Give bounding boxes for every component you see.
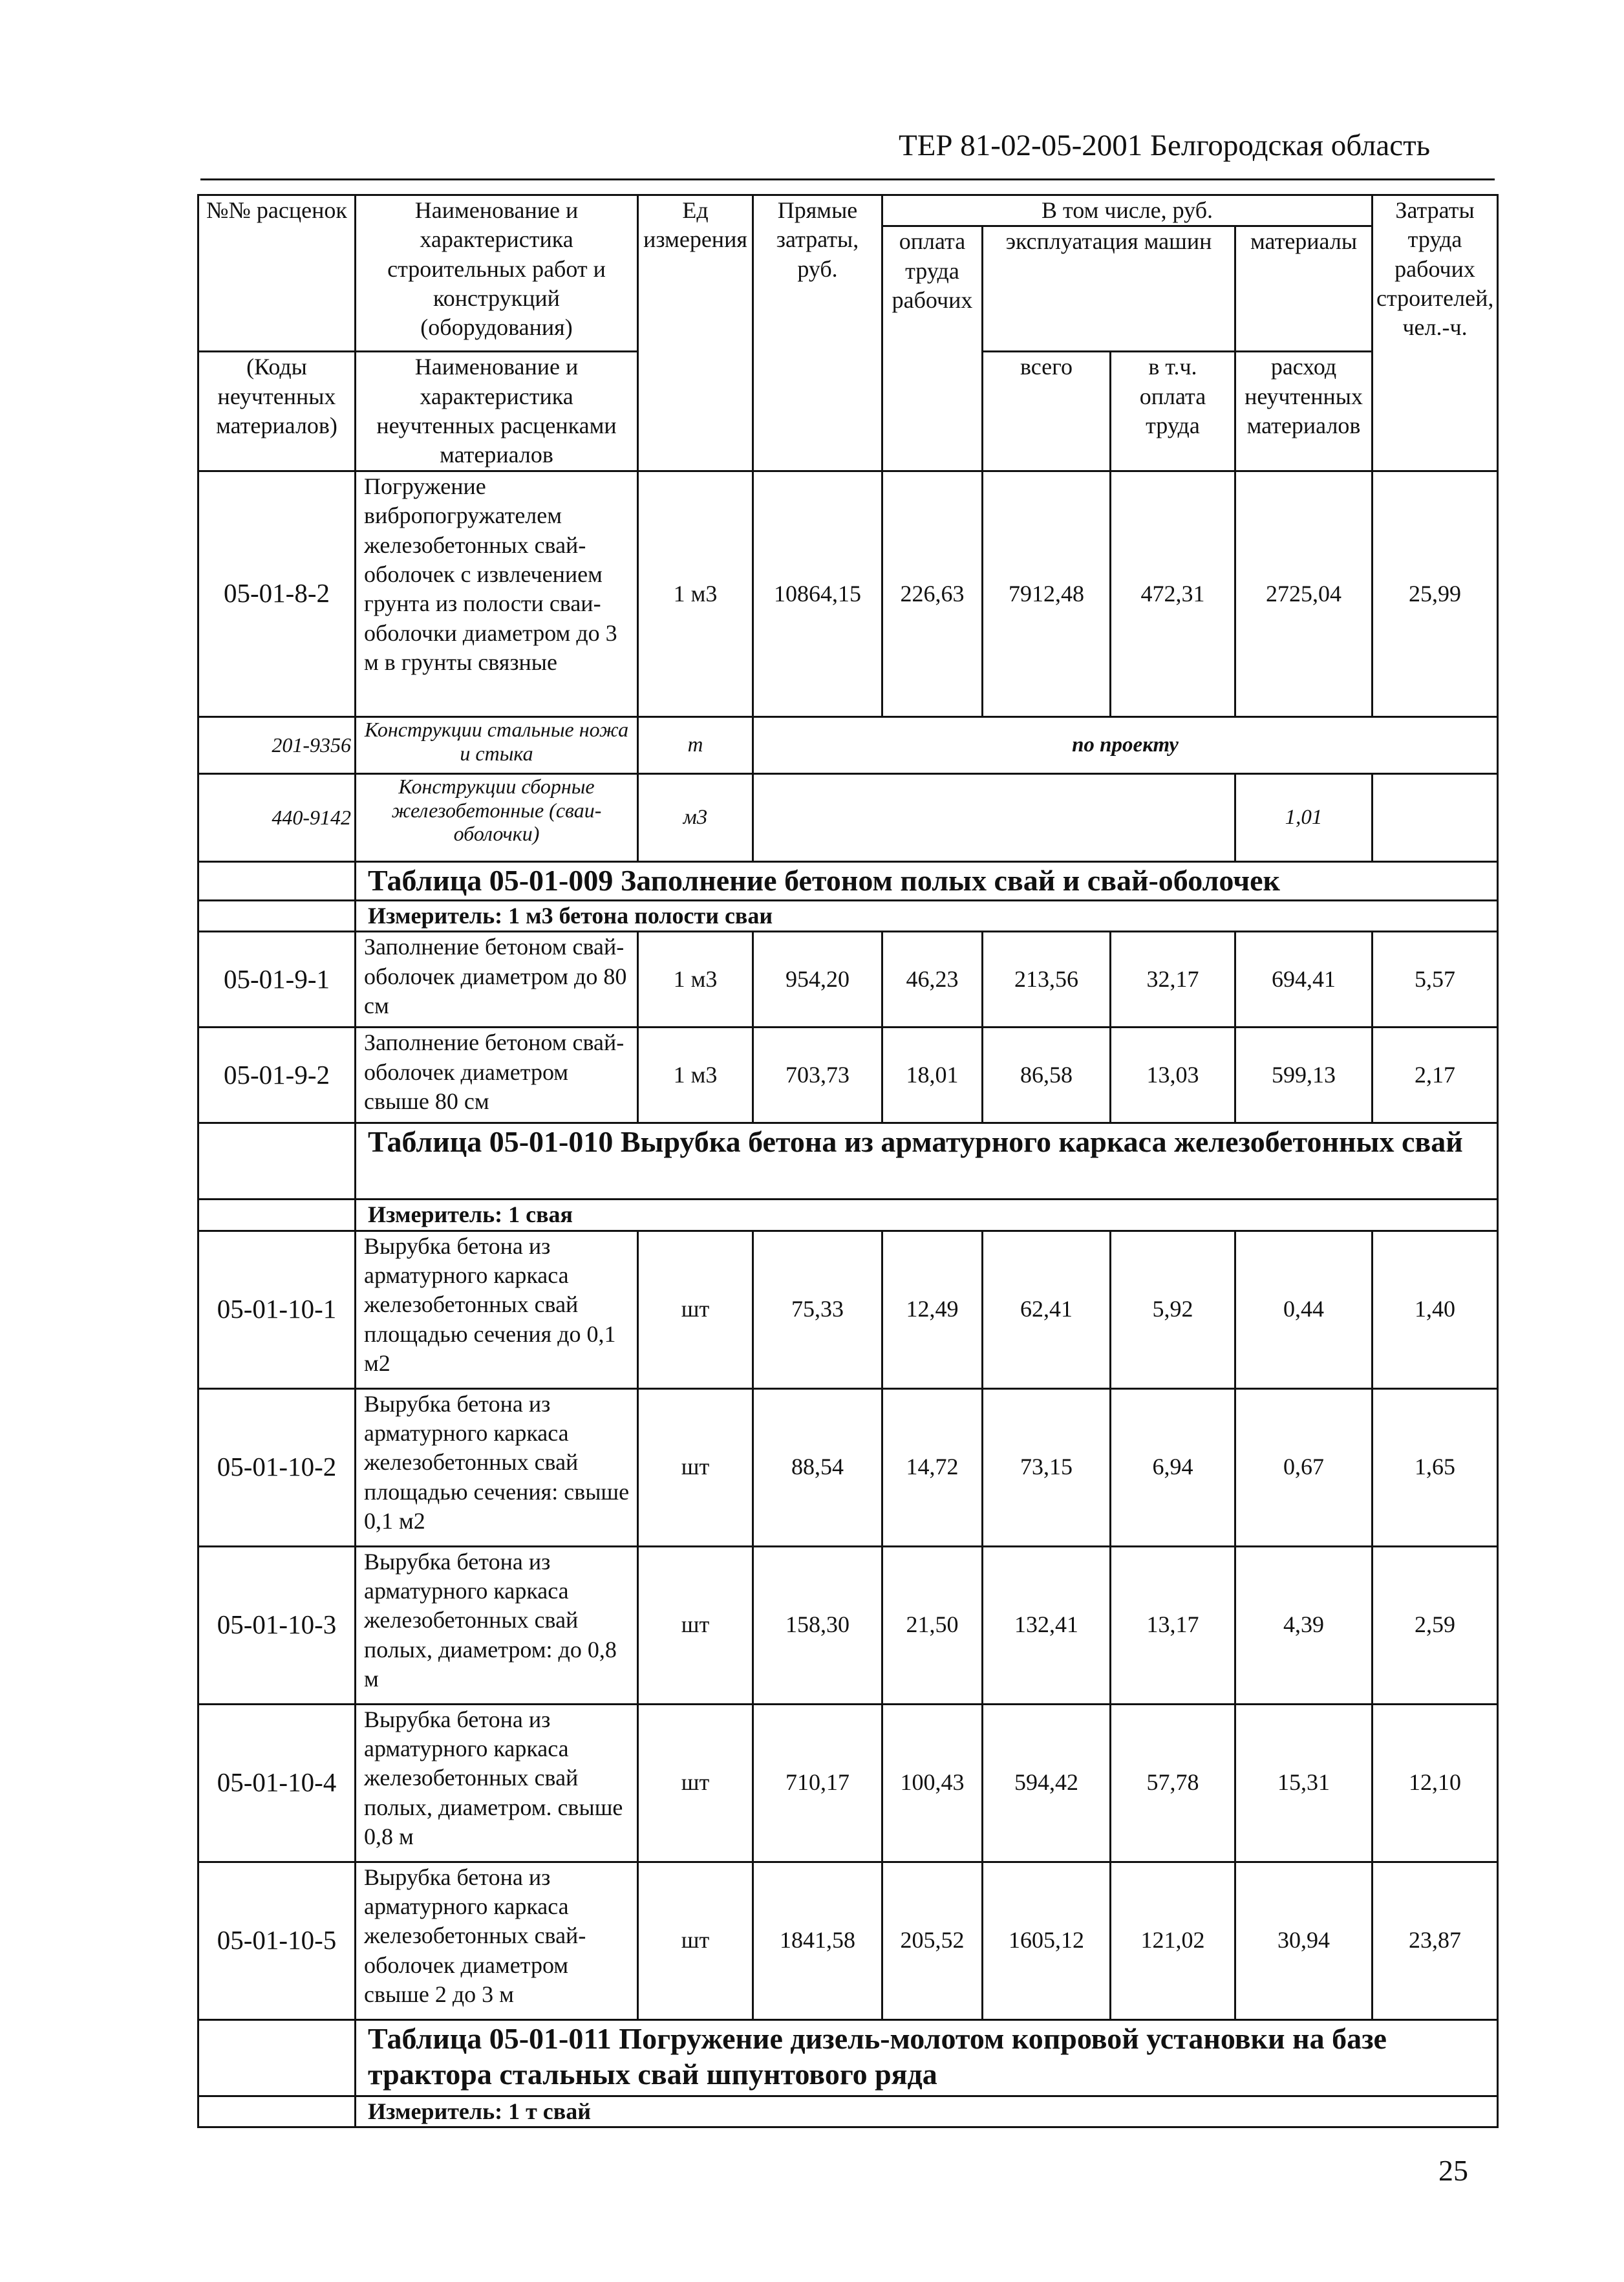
rate-labor: 1,65	[1373, 1388, 1498, 1546]
rate-machines: 213,56	[983, 932, 1111, 1028]
section-title-row	[198, 861, 1498, 900]
rates-table	[197, 194, 1499, 2128]
table-row	[198, 1388, 1498, 1546]
rate-unit: шт	[638, 1231, 753, 1388]
empty-cell	[198, 861, 356, 900]
rate-code: 05-01-9-2	[198, 1028, 356, 1123]
meter-row	[198, 900, 1498, 931]
rate-materials: 2725,04	[1235, 471, 1373, 716]
material-value: 1,01	[1235, 773, 1373, 861]
meter-row	[198, 1200, 1498, 1231]
material-unit: т	[638, 716, 753, 773]
rate-code: 05-01-10-5	[198, 1862, 356, 2019]
rate-machine-wages: 121,02	[1111, 1862, 1235, 2019]
col-header-name2: Наименование и характеристика неучтенных расценками материалов	[356, 352, 638, 471]
meter-label: Измеритель: 1 т свай	[356, 2096, 1498, 2127]
rate-machines: 1605,12	[983, 1862, 1111, 2019]
rate-direct: 75,33	[753, 1231, 882, 1388]
table-row	[198, 1546, 1498, 1704]
rate-code: 05-01-10-3	[198, 1546, 356, 1704]
col-header-incl: В том числе, руб.	[882, 195, 1373, 226]
rate-direct: 1841,58	[753, 1862, 882, 2019]
rate-materials: 0,44	[1235, 1231, 1373, 1388]
rate-name: Вырубка бетона из арматурного каркаса железобетонных свай полых, диаметром: до 0,8 м	[356, 1546, 638, 1704]
material-row	[198, 716, 1498, 773]
rate-unit: 1 м3	[638, 1028, 753, 1123]
col-header-labor: Затраты труда рабочих строителей, чел.-ч.	[1373, 195, 1498, 471]
rate-direct: 710,17	[753, 1704, 882, 1862]
rate-wages: 12,49	[882, 1231, 983, 1388]
rate-machine-wages: 472,31	[1111, 471, 1235, 716]
material-code: 440-9142	[198, 773, 356, 861]
page-number: 25	[1438, 2154, 1468, 2187]
rate-machine-wages: 6,94	[1111, 1388, 1235, 1546]
rate-name: Вырубка бетона из арматурного каркаса железобетонных свай площадью сечения до 0,1 м2	[356, 1231, 638, 1388]
rate-labor: 2,17	[1373, 1028, 1498, 1123]
rate-wages: 205,52	[882, 1862, 983, 2019]
empty-cell	[198, 900, 356, 931]
rate-code: 05-01-10-2	[198, 1388, 356, 1546]
rate-machines: 86,58	[983, 1028, 1111, 1123]
rate-code: 05-01-9-1	[198, 932, 356, 1028]
table-row	[198, 471, 1498, 716]
table-title: Таблица 05-01-010 Вырубка бетона из арматурного каркаса железобетонных свай	[356, 1123, 1498, 1200]
header-rule	[200, 178, 1495, 180]
rate-unit: 1 м3	[638, 471, 753, 716]
col-header-unaccounted: расход неучтенных материалов	[1235, 352, 1373, 471]
rate-name: Заполнение бетоном свай-оболочек диаметром до 80 см	[356, 932, 638, 1028]
rate-machine-wages: 13,17	[1111, 1546, 1235, 1704]
rate-name: Вырубка бетона из арматурного каркаса железобетонных свай площадью сечения: свыше 0,1 м2	[356, 1388, 638, 1546]
rate-materials: 694,41	[1235, 932, 1373, 1028]
empty-cell	[198, 2019, 356, 2096]
material-name: Конструкции стальные ножа и стыка	[356, 716, 638, 773]
rate-name: Погружение вибропогружателем железобетонных свай-оболочек с извлечением грунта из полости сваи-оболочки диаметром до 3 м в грунты связные	[356, 471, 638, 716]
empty-cell	[198, 2096, 356, 2127]
rate-unit: шт	[638, 1704, 753, 1862]
document-header: ТЕР 81-02-05-2001 Белгородская область	[899, 129, 1431, 162]
rate-machines: 73,15	[983, 1388, 1111, 1546]
rate-wages: 14,72	[882, 1388, 983, 1546]
rate-machines: 62,41	[983, 1231, 1111, 1388]
rate-machine-wages: 13,03	[1111, 1028, 1235, 1123]
col-header-codes: (Коды неучтенных материалов)	[198, 352, 356, 471]
col-header-incl-wages: в т.ч. оплата труда	[1111, 352, 1235, 471]
rate-labor: 25,99	[1373, 471, 1498, 716]
rate-labor: 1,40	[1373, 1231, 1498, 1388]
rate-wages: 18,01	[882, 1028, 983, 1123]
material-name: Конструкции сборные железобетонные (сваи-оболочки)	[356, 773, 638, 861]
rate-direct: 88,54	[753, 1388, 882, 1546]
rate-machines: 594,42	[983, 1704, 1111, 1862]
rate-direct: 954,20	[753, 932, 882, 1028]
rate-machine-wages: 32,17	[1111, 932, 1235, 1028]
table-row	[198, 1862, 1498, 2019]
rate-code: 05-01-10-4	[198, 1704, 356, 1862]
rate-materials: 4,39	[1235, 1546, 1373, 1704]
rate-machines: 132,41	[983, 1546, 1111, 1704]
table-row	[198, 932, 1498, 1028]
rate-labor: 5,57	[1373, 932, 1498, 1028]
rate-name: Заполнение бетоном свай-оболочек диаметром свыше 80 см	[356, 1028, 638, 1123]
col-header-materials: материалы	[1235, 226, 1373, 352]
rate-machine-wages: 57,78	[1111, 1704, 1235, 1862]
material-unit: м3	[638, 773, 753, 861]
rate-name: Вырубка бетона из арматурного каркаса железобетонных свай-оболочек диаметром свыше 2 до 3 м	[356, 1862, 638, 2019]
rate-unit: 1 м3	[638, 932, 753, 1028]
rate-materials: 0,67	[1235, 1388, 1373, 1546]
rate-materials: 15,31	[1235, 1704, 1373, 1862]
rate-code: 05-01-10-1	[198, 1231, 356, 1388]
empty-cell	[1373, 773, 1498, 861]
table-row	[198, 1028, 1498, 1123]
rate-wages: 21,50	[882, 1546, 983, 1704]
rate-direct: 158,30	[753, 1546, 882, 1704]
empty-cell	[198, 1123, 356, 1200]
table-row	[198, 1704, 1498, 1862]
empty-cell	[198, 1200, 356, 1231]
col-header-total: всего	[983, 352, 1111, 471]
col-header-nn: №№ расценок	[198, 195, 356, 352]
rate-machine-wages: 5,92	[1111, 1231, 1235, 1388]
rate-labor: 12,10	[1373, 1704, 1498, 1862]
rate-labor: 23,87	[1373, 1862, 1498, 2019]
material-code: 201-9356	[198, 716, 356, 773]
rate-materials: 30,94	[1235, 1862, 1373, 2019]
rate-unit: шт	[638, 1862, 753, 2019]
rate-materials: 599,13	[1235, 1028, 1373, 1123]
rate-labor: 2,59	[1373, 1546, 1498, 1704]
meter-label: Измеритель: 1 свая	[356, 1200, 1498, 1231]
table-row	[198, 1231, 1498, 1388]
col-header-wages: оплата труда рабочих	[882, 226, 983, 471]
col-header-machines: эксплуатация машин	[983, 226, 1235, 352]
section-title-row	[198, 1123, 1498, 1200]
col-header-direct: Прямые затраты, руб.	[753, 195, 882, 471]
rate-wages: 100,43	[882, 1704, 983, 1862]
table-title: Таблица 05-01-009 Заполнение бетоном полых свай и свай-оболочек	[356, 861, 1498, 900]
rate-wages: 226,63	[882, 471, 983, 716]
rate-name: Вырубка бетона из арматурного каркаса железобетонных свай полых, диаметром. свыше 0,8 м	[356, 1704, 638, 1862]
rate-unit: шт	[638, 1546, 753, 1704]
col-header-unit: Ед измерения	[638, 195, 753, 471]
section-title-row	[198, 2019, 1498, 2096]
rate-direct: 10864,15	[753, 471, 882, 716]
empty-cell	[753, 773, 1235, 861]
rate-machines: 7912,48	[983, 471, 1111, 716]
material-value: по проекту	[753, 716, 1498, 773]
rate-direct: 703,73	[753, 1028, 882, 1123]
material-row	[198, 773, 1498, 861]
meter-label: Измеритель: 1 м3 бетона полости сваи	[356, 900, 1498, 931]
table-title: Таблица 05-01-011 Погружение дизель-молотом копровой установки на базе трактора стальных свай шпунтового ряда	[356, 2019, 1498, 2096]
rate-unit: шт	[638, 1388, 753, 1546]
rate-wages: 46,23	[882, 932, 983, 1028]
header-row-1	[198, 195, 1498, 226]
rate-code: 05-01-8-2	[198, 471, 356, 716]
meter-row	[198, 2096, 1498, 2127]
col-header-name: Наименование и характеристика строительных работ и конструкций (оборудования)	[356, 195, 638, 352]
